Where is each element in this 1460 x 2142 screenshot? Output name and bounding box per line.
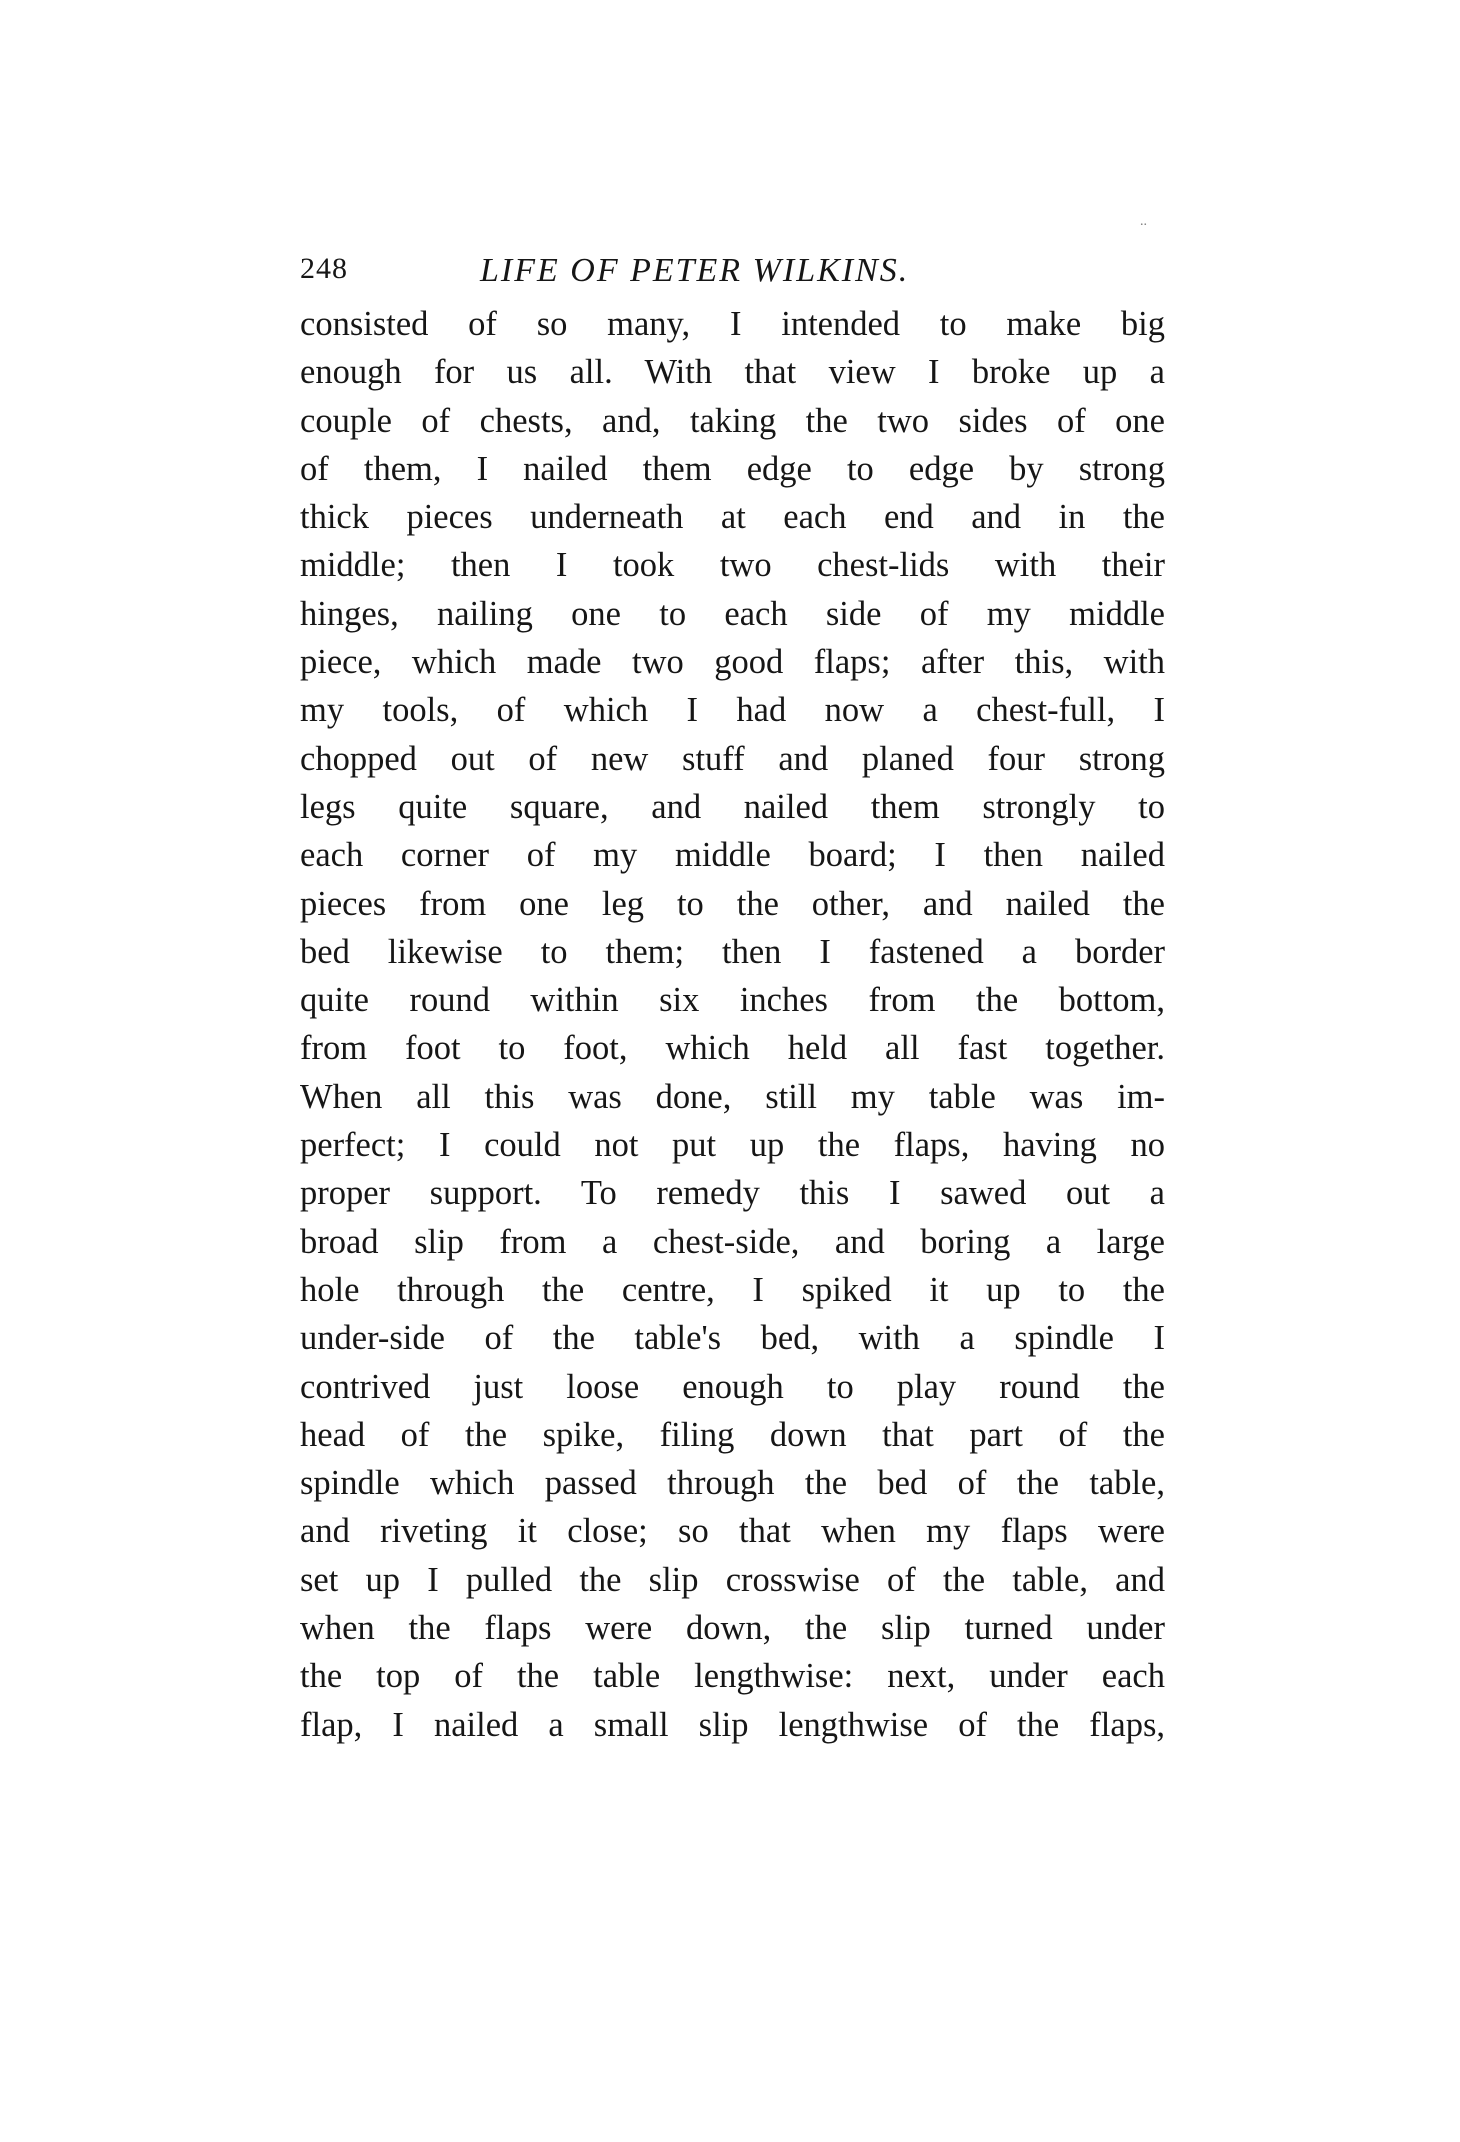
text-line: broad slip from a chest-side, and boring a large — [300, 1222, 1165, 1261]
text-line: hinges, nailing one to each side of my middle — [300, 594, 1165, 633]
text-line: spindle which passed through the bed of the table, — [300, 1464, 1165, 1503]
text-line: pieces from one leg to the other, and nailed the — [300, 884, 1165, 923]
text-line: when the flaps were down, the slip turned under — [300, 1609, 1165, 1648]
text-line: middle; then I took two chest-lids with their — [300, 546, 1165, 585]
top-mark: .. — [1140, 214, 1147, 229]
text-line: bed likewise to them; then I fastened a border — [300, 932, 1165, 971]
text-line: quite round within six inches from the bottom, — [300, 981, 1165, 1020]
running-title: LIFE OF PETER WILKINS. — [480, 252, 910, 289]
text-line: chopped out of new stuff and planed four strong — [300, 739, 1165, 778]
text-line: legs quite square, and nailed them strongly to — [300, 787, 1165, 826]
text-line: contrived just loose enough to play round the — [300, 1367, 1165, 1406]
text-line: set up I pulled the slip crosswise of the table, and — [300, 1560, 1165, 1599]
text-line: the top of the table lengthwise: next, under each — [300, 1657, 1165, 1696]
text-line: each corner of my middle board; I then nailed — [300, 836, 1165, 875]
text-line: head of the spike, filing down that part of the — [300, 1415, 1165, 1454]
text-line: flap, I nailed a small slip lengthwise of the flaps, — [300, 1705, 1165, 1744]
text-line: proper support. To remedy this I sawed out a — [300, 1174, 1165, 1213]
text-line: enough for us all. With that view I broke up a — [300, 353, 1165, 392]
text-line: of them, I nailed them edge to edge by strong — [300, 449, 1165, 488]
text-line: and riveting it close; so that when my flaps were — [300, 1512, 1165, 1551]
text-line: piece, which made two good flaps; after this, with — [300, 643, 1165, 682]
text-line: consisted of so many, I intended to make big — [300, 305, 1165, 343]
text-line: under-side of the table's bed, with a spindle I — [300, 1319, 1165, 1358]
text-line: from foot to foot, which held all fast together. — [300, 1029, 1165, 1068]
text-line: hole through the centre, I spiked it up to the — [300, 1270, 1165, 1309]
text-line: my tools, of which I had now a chest-full, I — [300, 691, 1165, 730]
body-text — [300, 300, 1165, 1749]
text-line: couple of chests, and, taking the two sides of one — [300, 401, 1165, 440]
text-line: perfect; I could not put up the flaps, having no — [300, 1126, 1165, 1165]
text-line: thick pieces underneath at each end and in the — [300, 498, 1165, 537]
page-number: 248 — [300, 252, 348, 285]
text-line: When all this was done, still my table was im- — [300, 1077, 1165, 1116]
